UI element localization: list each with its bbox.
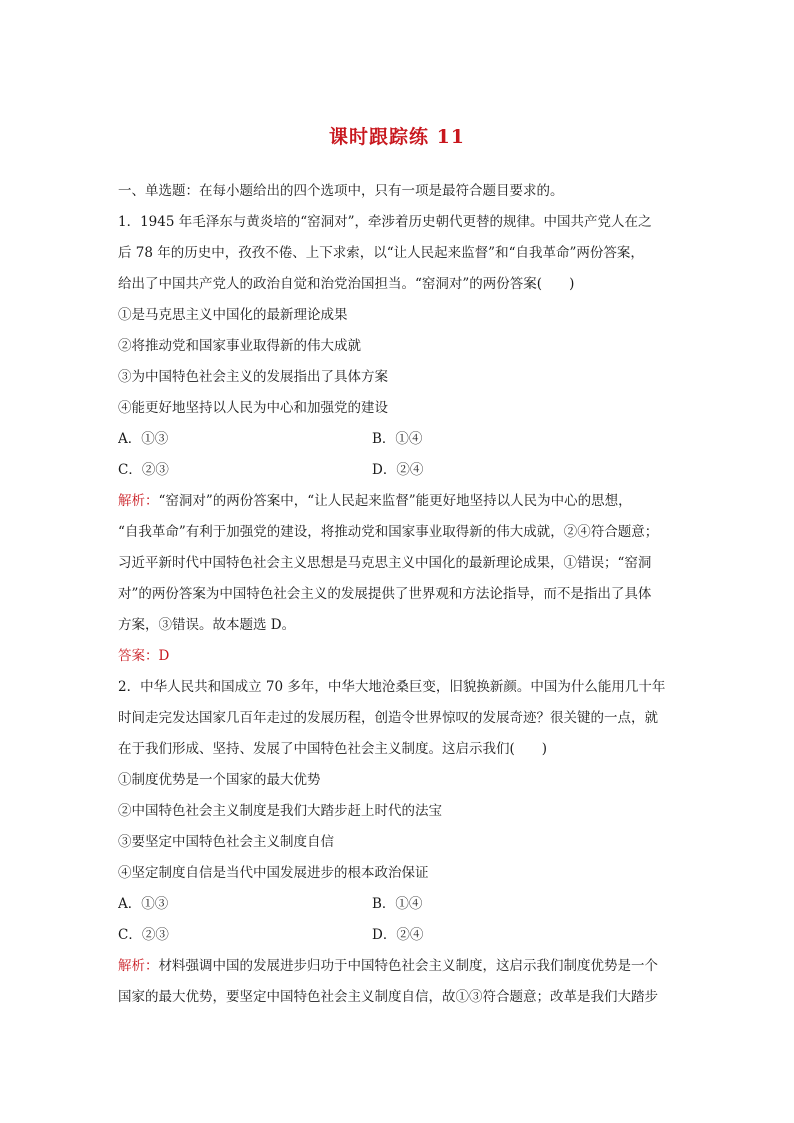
option-b: B．①④ (372, 431, 423, 447)
options-row (118, 920, 684, 951)
analysis-line: 方案，③错误。故本题选 D。 (118, 617, 296, 633)
statement-item: ④能更好地坚持以人民为中心和加强党的建设 (118, 400, 388, 416)
analysis-line: 对”的两份答案为中国特色社会主义的发展提供了世界观和方法论指导，而不是指出了具体 (118, 586, 652, 602)
analysis-line (118, 486, 684, 517)
statement-item: ③为中国特色社会主义的发展指出了具体方案 (118, 369, 388, 385)
question-stem-line: 在于我们形成、坚持、发展了中国特色社会主义制度。这启示我们( ) (118, 741, 548, 757)
analysis-line (118, 951, 684, 982)
statement-item: ②中国特色社会主义制度是我们大踏步赶上时代的法宝 (118, 803, 442, 819)
options-row (118, 889, 684, 920)
analysis-line: 国家的最大优势，要坚定中国特色社会主义制度自信，故①③符合题意；改革是我们大踏步 (118, 989, 658, 1005)
option-b: B．①④ (372, 896, 423, 912)
statement-item: ①制度优势是一个国家的最大优势 (118, 772, 321, 788)
analysis-label: 解析： (118, 958, 159, 974)
statement-item: ④坚定制度自信是当代中国发展进步的根本政治保证 (118, 865, 429, 881)
analysis-line: 习近平新时代中国特色社会主义思想是马克思主义中国化的最新理论成果，①错误；“窑洞 (118, 555, 652, 571)
option-c: C．②③ (118, 462, 169, 478)
option-a: A．①③ (118, 431, 169, 447)
option-a: A．①③ (118, 896, 169, 912)
question-stem-line: 1．1945 年毛泽东与黄炎培的“窑洞对”，牵涉着历史朝代更替的规律。中国共产党人在之 (118, 214, 652, 230)
page-title: 课时跟踪练 11 (328, 126, 466, 148)
answer-value: D (158, 648, 170, 664)
analysis-label: 解析： (118, 493, 159, 509)
section-header: 一、单选题：在每小题给出的四个选项中，只有一项是最符合题目要求的。 (118, 183, 564, 199)
option-c: C．②③ (118, 927, 169, 943)
answer-label: 答案： (118, 648, 159, 664)
question-2 (118, 672, 684, 1013)
statement-item: ③要坚定中国特色社会主义制度自信 (118, 834, 334, 850)
question-stem-line: 时间走完发达国家几百年走过的发展历程，创造令世界惊叹的发展奇迹？很关键的一点，就 (118, 710, 658, 726)
question-1 (118, 207, 684, 672)
document-body (118, 176, 684, 1013)
options-row (118, 455, 684, 486)
question-stem-line: 给出了中国共产党人的政治自觉和治党治国担当。“窑洞对”的两份答案( ) (118, 276, 575, 292)
option-d: D．②④ (372, 462, 424, 478)
statement-item: ①是马克思主义中国化的最新理论成果 (118, 307, 348, 323)
answer-line (118, 641, 684, 672)
analysis-text: “窑洞对”的两份答案中，“让人民起来监督”能更好地坚持以人民为中心的思想， (158, 493, 632, 509)
question-stem-line: 2．中华人民共和国成立 70 多年，中华大地沧桑巨变，旧貌换新颜。中国为什么能用几十年 (118, 679, 666, 695)
options-row (118, 424, 684, 455)
analysis-line: “自我革命”有利于加强党的建设，将推动党和国家事业取得新的伟大成就，②④符合题意； (118, 524, 659, 540)
statement-item: ②将推动党和国家事业取得新的伟大成就 (118, 338, 361, 354)
option-d: D．②④ (372, 927, 424, 943)
analysis-text: 材料强调中国的发展进步归功于中国特色社会主义制度，这启示我们制度优势是一个 (158, 958, 658, 974)
question-stem-line: 后 78 年的历史中，孜孜不倦、上下求索，以“让人民起来监督”和“自我革命”两份答案， (118, 245, 644, 261)
